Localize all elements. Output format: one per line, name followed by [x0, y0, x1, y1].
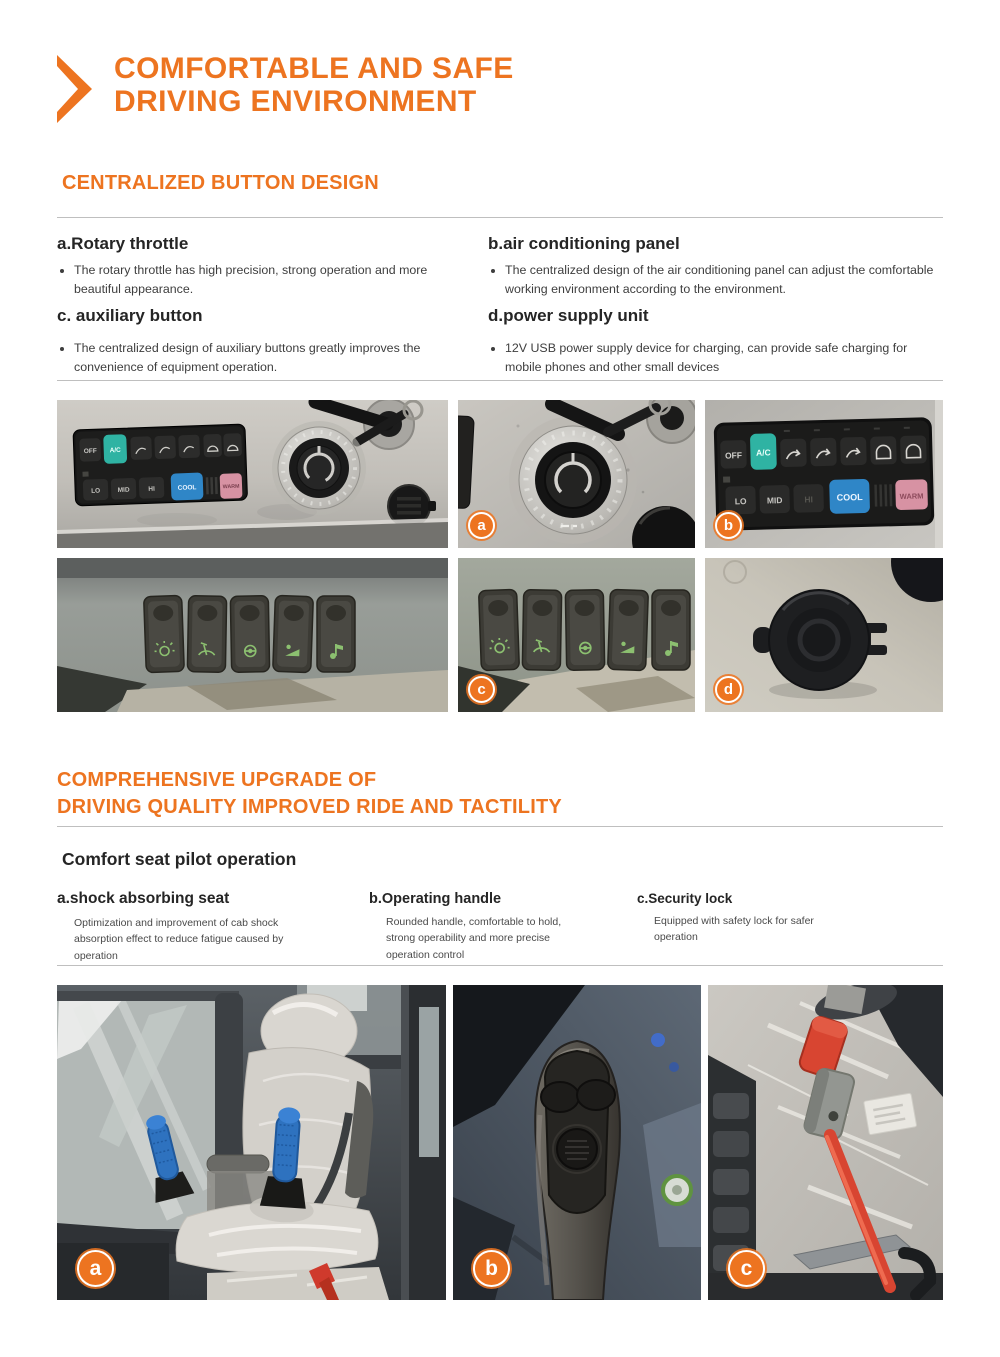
ac-off-label: OFF: [724, 450, 743, 461]
ac-cool-label: COOL: [177, 484, 197, 492]
feature-rotary-throttle: [57, 234, 442, 298]
photo-switch-panel-overview: [57, 558, 448, 712]
ac-panel: [714, 417, 935, 531]
feature-auxiliary-button: [57, 306, 442, 376]
feature-desc: Optimization and improvement of cab shock absorption effect to reduce fatigue caused by operation: [74, 917, 284, 962]
photo-ac-panel: [705, 400, 943, 548]
section-heading-line2: DRIVING QUALITY IMPROVED RIDE AND TACTILITY: [57, 796, 562, 818]
feature-power-supply-unit: [488, 306, 940, 376]
feature-title: d.power supply unit: [488, 306, 649, 325]
feature-desc: • The rotary throttle has high precision, strong operation and more beautiful appearance.: [74, 261, 442, 298]
section-heading-line1: COMPREHENSIVE UPGRADE OF: [57, 769, 377, 791]
feature-title: b.Operating handle: [369, 891, 502, 907]
ac-ac-label: A/C: [755, 447, 771, 458]
feature-security-lock: [637, 891, 857, 946]
rocker-switches: [144, 595, 355, 672]
photo-label-b: b: [473, 1250, 510, 1287]
feature-desc: • 12V USB power supply device for charging, can provide safe charging for mobile phones and other small devices: [505, 339, 940, 376]
feature-title: a.shock absorbing seat: [57, 890, 230, 907]
feature-operating-handle: [369, 891, 589, 963]
ac-off-label: OFF: [83, 447, 97, 456]
divider: [57, 826, 943, 827]
page-title: [114, 52, 514, 118]
photo-operating-handle: [453, 985, 701, 1300]
feature-desc: • The centralized design of auxiliary buttons greatly improves the convenience of equipment operation.: [74, 339, 442, 376]
divider: [57, 965, 943, 966]
photo-cab-seat: [57, 985, 446, 1300]
photo-label-c: c: [468, 676, 495, 703]
photo-rotary-throttle: [458, 400, 695, 548]
photo-label-c: c: [728, 1250, 765, 1287]
rotary-throttle-knob: [272, 421, 366, 515]
photo-label-a: a: [468, 512, 495, 539]
ac-warm-label: WARM: [222, 483, 240, 491]
feature-title: a.Rotary throttle: [57, 234, 189, 253]
rocker-switches: [479, 589, 690, 670]
ac-mid-label: MID: [117, 486, 130, 494]
page-title-line2: DRIVING ENVIRONMENT: [114, 85, 477, 118]
feature-title: b.air conditioning panel: [488, 234, 680, 253]
feature-title: c.Security lock: [637, 891, 733, 906]
photo-security-lock: [708, 985, 943, 1300]
photo-power-outlet: [705, 558, 943, 712]
photo-label-d: d: [715, 676, 742, 703]
photo-label-b: b: [715, 512, 742, 539]
ac-panel-mini: [73, 424, 248, 506]
feature-title: c. auxiliary button: [57, 306, 203, 325]
feature-air-conditioning-panel: [488, 234, 940, 298]
ac-lo-label: LO: [734, 496, 747, 507]
ac-hi-label: HI: [804, 494, 814, 505]
photo-label-a: a: [77, 1250, 114, 1287]
ac-ac-label: A/C: [109, 446, 121, 455]
ac-cool-label: COOL: [836, 491, 863, 503]
ac-lo-label: LO: [91, 487, 101, 495]
page-title-line1: COMFORTABLE AND SAFE: [114, 52, 514, 85]
subheading-comfort-seat: Comfort seat pilot operation: [62, 849, 297, 869]
ac-hi-label: HI: [148, 485, 155, 493]
divider: [57, 217, 943, 218]
photo-dashboard-overview: [57, 400, 448, 548]
feature-desc: Equipped with safety lock for safer operation: [654, 915, 814, 944]
section-heading-centralized-button-design: CENTRALIZED BUTTON DESIGN: [62, 172, 379, 194]
ac-mid-label: MID: [766, 495, 783, 506]
green-button: [663, 1176, 691, 1204]
feature-desc: Rounded handle, comfortable to hold, strong operability and more precise operation control: [386, 916, 562, 961]
section-heading-comprehensive-upgrade: [57, 767, 562, 821]
feature-shock-absorbing-seat: [57, 890, 317, 964]
photo-auxiliary-buttons: [458, 558, 695, 712]
ac-warm-label: WARM: [899, 491, 924, 502]
divider: [57, 380, 943, 381]
chevron-icon: [50, 52, 98, 128]
feature-desc: • The centralized design of the air conditioning panel can adjust the comfortable working environment according to the environment.: [505, 261, 940, 298]
